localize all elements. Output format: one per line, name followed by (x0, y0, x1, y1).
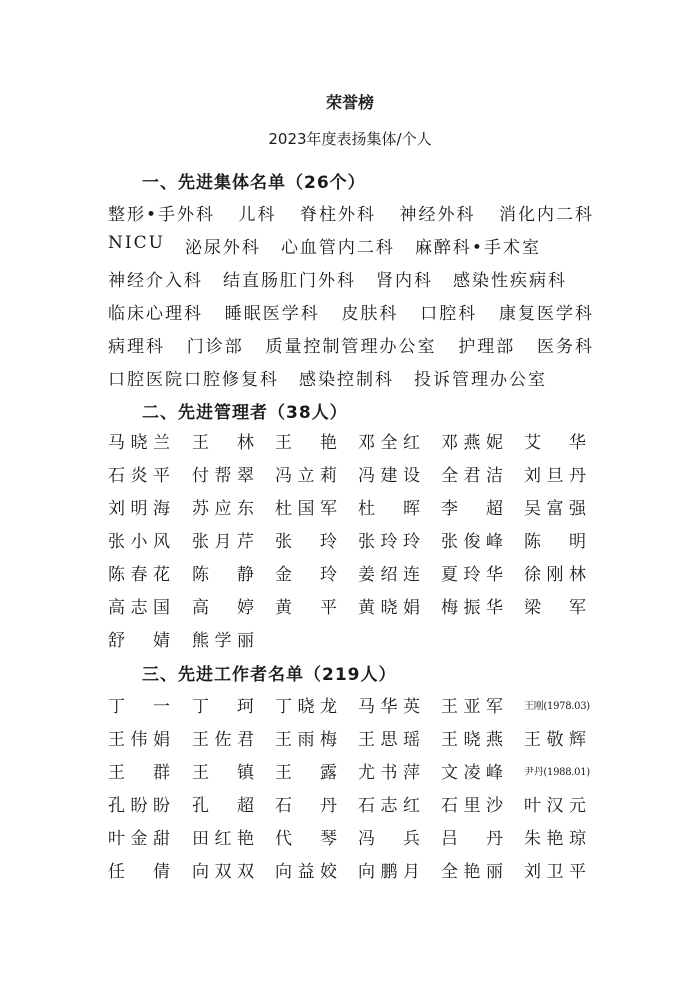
worker-name: 王刚(1978.03) (524, 700, 590, 712)
section-title-managers: 二、先进管理者（38人） (142, 403, 348, 423)
worker-name: 尹丹(1988.01) (524, 766, 590, 778)
manager-name: 陈 静 (192, 564, 254, 585)
manager-name: 刘 明 海 (108, 498, 170, 519)
manager-row (108, 428, 594, 452)
manager-name: 全 君 洁 (441, 465, 503, 486)
manager-name: 徐 刚 林 (524, 564, 586, 585)
manager-name: 王 林 (192, 432, 254, 453)
collective-name: 睡眠医学科 (224, 304, 320, 324)
collective-line (108, 299, 594, 324)
worker-row (108, 725, 594, 749)
worker-name: 孔 超 (192, 795, 254, 816)
collective-name: 口腔科 (420, 304, 478, 324)
manager-row (108, 461, 594, 485)
collective-name: 肾内科 (376, 271, 433, 291)
worker-name: 石 里 沙 (441, 795, 503, 816)
collective-line (108, 233, 594, 258)
worker-name: 王 雨 梅 (275, 729, 337, 750)
worker-name: 向 双 双 (192, 861, 254, 882)
worker-name: 孔 盼 盼 (108, 795, 170, 816)
manager-name: 高 志 国 (108, 597, 170, 618)
worker-name: 王 露 (275, 762, 337, 783)
worker-name: 石 丹 (275, 795, 337, 816)
worker-name: 王 亚 军 (441, 696, 503, 717)
collective-name: 临床心理科 (108, 304, 203, 324)
manager-name: 黄 晓 娟 (358, 597, 420, 618)
collective-name: 皮肤科 (341, 304, 399, 324)
collective-name: 儿科 (238, 205, 277, 225)
manager-name: 张 玲 (275, 531, 337, 552)
collective-name: 神经介入科 (108, 271, 203, 291)
collective-name: 心血管内二科 (280, 238, 395, 258)
collective-name: 感染性疾病科 (453, 271, 567, 291)
worker-name: 刘 卫 平 (524, 861, 586, 882)
collective-name: 投诉管理办公室 (414, 370, 547, 390)
manager-name: 陈 春 花 (108, 564, 170, 585)
worker-name: 向 鹏 月 (358, 861, 420, 882)
manager-name: 高 婷 (192, 597, 254, 618)
manager-name: 张 月 芹 (192, 531, 254, 552)
collective-name: 质量控制管理办公室 (265, 337, 437, 357)
worker-name: 叶 汉 元 (524, 795, 586, 816)
manager-name: 熊 学 丽 (192, 630, 254, 651)
worker-row (108, 791, 594, 815)
worker-name: 叶 金 甜 (108, 828, 170, 849)
worker-name: 王 镇 (192, 762, 254, 783)
worker-name: 吕 丹 (441, 828, 503, 849)
manager-name: 石 炎 平 (108, 465, 170, 486)
manager-name: 张 小 风 (108, 531, 170, 552)
manager-name: 陈 明 (524, 531, 586, 552)
collective-name: 结直肠肛门外科 (223, 271, 356, 291)
collective-name: 脊柱外科 (300, 205, 376, 225)
manager-name: 李 超 (441, 498, 503, 519)
worker-row (108, 758, 594, 782)
manager-name: 王 艳 (275, 432, 337, 453)
collective-name: 口腔医院口腔修复科 (108, 370, 279, 390)
manager-name: 黄 平 (275, 597, 337, 618)
worker-name: 任 倩 (108, 861, 170, 882)
collective-name: 泌尿外科 (184, 238, 261, 258)
worker-name: 王 群 (108, 762, 170, 783)
manager-name: 张 玲 玲 (358, 531, 420, 552)
manager-name: 艾 华 (524, 432, 586, 453)
manager-name: 吴 富 强 (524, 498, 586, 519)
collective-line (108, 332, 594, 357)
manager-name: 马 晓 兰 (108, 432, 170, 453)
worker-name: 王 思 瑶 (358, 729, 420, 750)
collective-name: 康复医学科 (499, 304, 594, 324)
manager-name: 邓 全 红 (358, 432, 420, 453)
worker-name: 代 琴 (275, 828, 337, 849)
page-title: 荣誉榜 (325, 93, 374, 112)
worker-row (108, 857, 594, 881)
worker-row (108, 824, 594, 848)
collective-name: 病理科 (108, 337, 165, 357)
worker-name: 王 佐 君 (192, 729, 254, 750)
manager-name: 杜 晖 (358, 498, 420, 519)
collective-name: 医务科 (537, 337, 594, 357)
manager-name: 姜 绍 连 (358, 564, 420, 585)
worker-row (108, 692, 594, 716)
collective-line (108, 365, 594, 390)
collective-line (108, 266, 594, 291)
worker-name: 向 益 姣 (275, 861, 337, 882)
manager-name: 梁 军 (524, 597, 586, 618)
collective-name: 神经外科 (399, 205, 476, 225)
manager-row (108, 626, 594, 650)
collective-name: 麻醉科•手术室 (414, 238, 541, 258)
worker-name: 朱 艳 琼 (524, 828, 586, 849)
worker-name: 冯 兵 (358, 828, 420, 849)
worker-name: 马 华 英 (358, 696, 420, 717)
worker-name: 文 凌 峰 (441, 762, 503, 783)
worker-name: 丁 珂 (192, 696, 254, 717)
collective-name: 护理部 (458, 337, 516, 357)
worker-name: 王 伟 娟 (108, 729, 170, 750)
manager-row (108, 527, 594, 551)
manager-row (108, 593, 594, 617)
collective-name: 门诊部 (186, 337, 244, 357)
section-title-collectives: 一、先进集体名单（26个） (142, 173, 366, 193)
manager-name: 夏 玲 华 (441, 564, 503, 585)
collective-name: 感染控制科 (299, 370, 394, 390)
manager-name: 金 玲 (275, 564, 337, 585)
manager-name: 付 帮 翠 (192, 465, 254, 486)
worker-name: 田 红 艳 (192, 828, 254, 849)
worker-name: 丁 一 (108, 696, 170, 717)
manager-name: 舒 婧 (108, 630, 170, 651)
worker-name: 尤 书 萍 (358, 762, 420, 783)
collective-name: 整形•手外科 (108, 205, 216, 225)
manager-name: 苏 应 东 (192, 498, 254, 519)
worker-name: 全 艳 丽 (441, 861, 503, 882)
collective-name: NICU (108, 233, 165, 253)
worker-name: 王 敬 辉 (524, 729, 586, 750)
worker-name: 石 志 红 (358, 795, 420, 816)
collective-line (108, 200, 594, 225)
manager-name: 梅 振 华 (441, 597, 503, 618)
manager-name: 冯 建 设 (358, 465, 420, 486)
worker-name: 王 晓 燕 (441, 729, 503, 750)
worker-name: 丁 晓 龙 (275, 696, 337, 717)
collective-name: 消化内二科 (498, 205, 594, 225)
manager-name: 刘 旦 丹 (524, 465, 586, 486)
manager-name: 冯 立 莉 (275, 465, 337, 486)
manager-row (108, 494, 594, 518)
section-title-workers: 三、先进工作者名单（219人） (142, 665, 397, 685)
manager-name: 邓 燕 妮 (441, 432, 503, 453)
manager-row (108, 560, 594, 584)
page-subtitle: 2023年度表扬集体/个人 (268, 130, 432, 148)
manager-name: 张 俊 峰 (441, 531, 503, 552)
manager-name: 杜 国 军 (275, 498, 337, 519)
